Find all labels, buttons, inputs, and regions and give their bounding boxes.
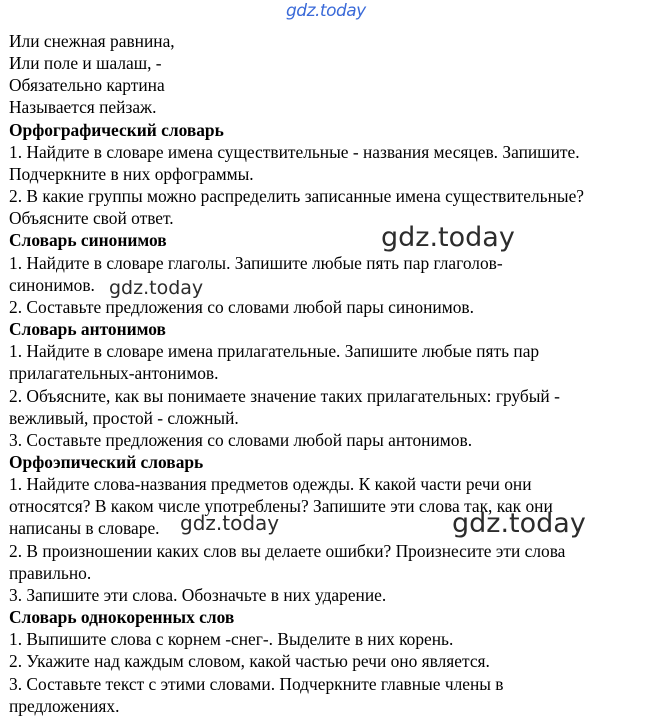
section-heading-orthographic: Орфографический словарь xyxy=(9,119,224,140)
task-line: 1. Найдите в словаре имена существительные - названия месяцев. Запишите. xyxy=(9,141,580,162)
task-line: 1. Найдите слова-названия предметов одежды. К какой части речи они xyxy=(9,474,532,495)
task-line: 2. В какие группы можно распределить записанные имена существительные? xyxy=(9,186,585,207)
task-line: прилагательных-антонимов. xyxy=(9,363,219,384)
task-line: 1. Найдите в словаре глаголы. Запишите любые пять пар глаголов- xyxy=(9,252,503,273)
poem-line: Или снежная равнина, xyxy=(9,31,175,51)
task-line: синонимов. xyxy=(9,274,95,295)
watermark: gdz.today xyxy=(109,277,204,299)
task-line: 3. Запишите эти слова. Обозначьте в них ударение. xyxy=(9,584,387,605)
task-line: 3. Составьте текст с этими словами. Подчеркните главные члены в xyxy=(9,673,504,694)
watermark: gdz.today xyxy=(381,222,515,253)
watermark-top: gdz.today xyxy=(286,1,366,21)
task-line: 1. Выпишите слова с корнем -снег-. Выделите в них корень. xyxy=(9,629,454,650)
task-line: 2. Объясните, как вы понимаете значение таких прилагательных: грубый - xyxy=(9,385,560,406)
poem-line: Называется пейзаж. xyxy=(9,97,157,118)
section-heading-antonyms: Словарь антонимов xyxy=(9,319,166,340)
task-line: 3. Составьте предложения со словами любой пары антонимов. xyxy=(9,429,473,450)
task-line: 2. В произношении каких слов вы делаете ошибки? Произнесите эти слова xyxy=(9,540,566,561)
task-line: относятся? В каком числе употреблены? Запишите эти слова так, как они xyxy=(9,496,553,517)
task-line: вежливый, простой - сложный. xyxy=(9,407,239,428)
task-line: Объясните свой ответ. xyxy=(9,208,174,229)
task-line: 2. Укажите над каждым словом, какой частью речи оно является. xyxy=(9,651,490,672)
task-line: написаны в словаре. xyxy=(9,518,160,539)
task-line: 2. Составьте предложения со словами любой пары синонимов. xyxy=(9,296,474,317)
section-heading-cognates: Словарь однокоренных слов xyxy=(9,607,235,628)
poem-line: Обязательно картина xyxy=(9,75,165,96)
task-line: 1. Найдите в словаре имена прилагательные. Запишите любые пять пар xyxy=(9,341,540,362)
task-line: правильно. xyxy=(9,562,92,583)
task-line: предложениях. xyxy=(9,695,120,716)
document-body xyxy=(9,30,649,717)
section-heading-synonyms: Словарь синонимов xyxy=(9,230,167,251)
poem-line: Или поле и шалаш, - xyxy=(9,53,162,74)
section-heading-orthoepic: Орфоэпический словарь xyxy=(9,451,204,472)
task-line: Подчеркните в них орфограммы. xyxy=(9,163,254,184)
watermark: gdz.today xyxy=(180,511,280,535)
watermark: gdz.today xyxy=(452,508,586,539)
